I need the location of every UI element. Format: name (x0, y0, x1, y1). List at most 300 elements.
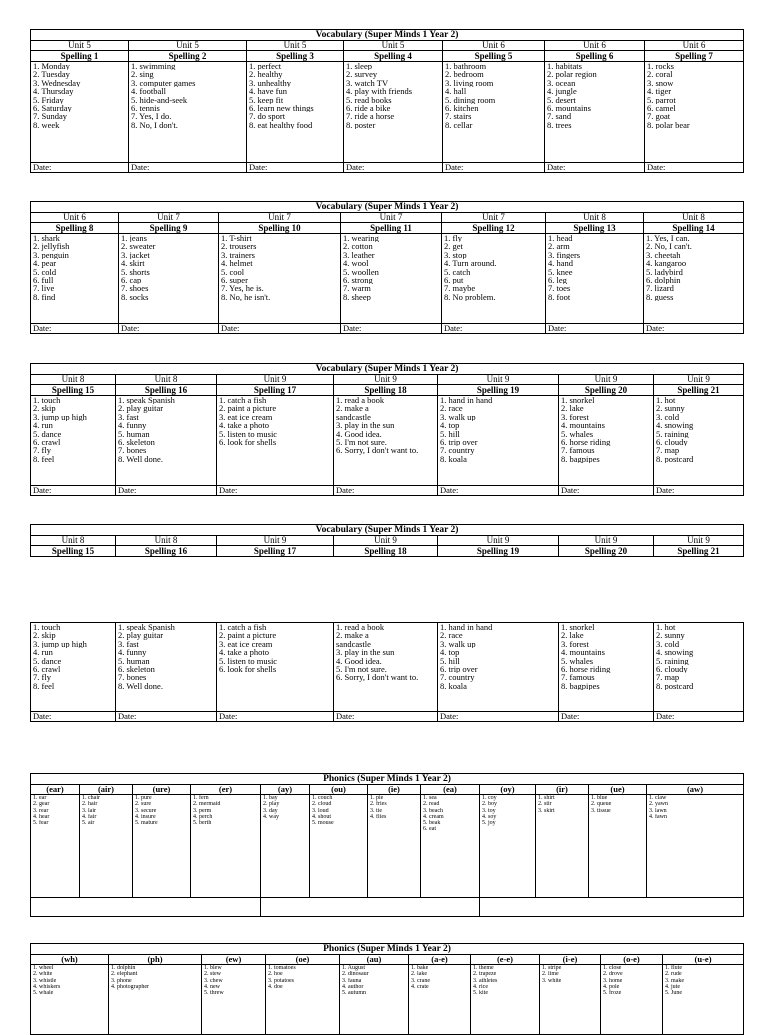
word-item: 5. June (665, 990, 682, 997)
date-field: Date: (438, 712, 559, 722)
word-item: 6. skeleton (118, 438, 155, 447)
word-item: 5. hill (440, 429, 460, 439)
word-item: 7. goat (647, 112, 671, 121)
word-item: 3. ocean (547, 78, 576, 88)
word-item: 5. cold (33, 267, 57, 277)
date-field: Date: (559, 712, 654, 722)
word-list (421, 795, 480, 898)
word-list (368, 795, 421, 898)
word-item: 3. loud (312, 807, 329, 814)
word-item: 2. play guitar (118, 631, 164, 640)
word-item: 7. map (656, 673, 680, 682)
word-item: 2. skip (33, 631, 56, 640)
word-item: 6. Sorry, I don't want to. (336, 446, 419, 455)
word-item: 4. wool (343, 259, 369, 268)
word-item: 5. Friday (33, 95, 64, 105)
word-item: sandcastle (336, 412, 371, 422)
word-list (647, 795, 744, 898)
word-item: 3. play in the sun (336, 648, 395, 657)
word-item: 5. whale (33, 990, 54, 997)
word-item: 3. forest (561, 639, 589, 649)
word-item: 1. close (603, 965, 622, 971)
word-item: 4. funny (118, 648, 147, 657)
word-list (645, 62, 744, 163)
word-item: 2. fries (370, 801, 387, 808)
word-list (31, 62, 129, 163)
word-item: 2. make a (336, 631, 369, 640)
word-item: 7. Sunday (33, 112, 67, 121)
word-item: 4. Good idea. (336, 656, 382, 666)
word-item: 4. pear (33, 259, 57, 268)
word-item: 8. koala (440, 454, 467, 464)
word-item: sandcastle (336, 639, 371, 649)
word-item: 3. secure (135, 807, 157, 814)
table-title: Phonics (Super Minds 1 Year 2) (31, 774, 744, 785)
word-item: 4. author (342, 983, 364, 990)
word-list (589, 795, 647, 898)
word-item: 5. listen to music (219, 429, 278, 439)
sound-label: (e-e) (471, 955, 540, 965)
word-item: 5. woollen (343, 267, 379, 277)
word-item: 4. fair (82, 813, 97, 820)
word-list (340, 965, 409, 1035)
word-item: 7. shoes (121, 284, 149, 293)
word-item: 4. top (440, 421, 460, 430)
word-item: 8. socks (121, 292, 149, 302)
word-item: 4. take a photo (219, 648, 270, 657)
table-title-row (31, 202, 744, 213)
word-item: 4. new (204, 983, 220, 990)
word-item: 1. read a book (336, 396, 385, 405)
word-item: 4. jute (665, 983, 680, 990)
spelling-title: Spelling 18 (334, 385, 438, 396)
word-item: 3. crane (411, 977, 430, 984)
word-item: 3. Wednesday (33, 78, 81, 88)
spelling-title: Spelling 15 (31, 546, 116, 557)
word-list (663, 965, 744, 1035)
blank-row (31, 898, 744, 917)
word-item: 8. week (33, 120, 60, 130)
sound-label: (ure) (133, 785, 191, 795)
phonics-block-1 (30, 773, 743, 917)
unit-label: Unit 6 (645, 41, 744, 51)
word-item: 5. listen to music (219, 656, 278, 666)
word-item: 2. sing (131, 70, 154, 79)
word-item: 8. postcard (656, 681, 694, 691)
word-item: 4. skirt (121, 259, 145, 268)
word-item: 3. jacket (121, 250, 150, 260)
word-item: 7. stairs (445, 112, 472, 121)
word-item: 5. human (118, 656, 150, 666)
word-item: 6. full (33, 276, 54, 285)
spelling-title: Spelling 15 (31, 385, 116, 396)
date-field: Date: (443, 163, 545, 173)
word-item: 4. play with friends (346, 87, 413, 96)
word-item: 3. snow (647, 78, 674, 88)
word-item: 8. foot (548, 292, 571, 302)
word-item: 2. queue (591, 801, 612, 808)
spelling-header-row (31, 51, 744, 62)
word-list (219, 234, 341, 324)
sound-label: (ea) (421, 785, 480, 795)
unit-label: Unit 7 (442, 213, 546, 223)
word-item: 5. read books (346, 95, 392, 105)
word-item: 8. No, I don't. (131, 120, 178, 130)
word-item: 6. horse riding (561, 665, 611, 674)
word-item: 2. trapeze (473, 971, 497, 978)
word-list (31, 965, 109, 1035)
date-field: Date: (644, 324, 744, 334)
word-item: 1. sea (423, 795, 437, 801)
word-item: 3. white (542, 977, 562, 984)
word-item: 8. sheep (343, 292, 371, 302)
sound-label: (ph) (109, 955, 202, 965)
table-title: Vocabulary (Super Minds 1 Year 2) (31, 202, 744, 213)
date-row (31, 712, 744, 722)
word-item: 5. cool (221, 267, 245, 277)
word-list (334, 396, 438, 486)
word-item: 8. find (33, 292, 56, 302)
spelling-table (30, 363, 744, 496)
word-item: 7. fly (33, 446, 51, 455)
word-item: 5. air (82, 820, 95, 827)
date-field: Date: (31, 324, 119, 334)
word-item: 4. snowing (656, 421, 694, 430)
spelling-title: Spelling 20 (559, 546, 654, 557)
word-item: 3. cold (656, 639, 680, 649)
word-item: 4. shout (312, 813, 332, 820)
word-item: 3. skirt (538, 807, 555, 814)
word-item: 6. kitchen (445, 104, 479, 113)
spelling-title: Spelling 1 (31, 51, 129, 62)
word-item: 7. lizard (646, 284, 674, 293)
word-item: 3. living room (445, 78, 494, 88)
word-item: 5. dance (33, 656, 62, 666)
word-item: 4. tiger (647, 87, 672, 96)
word-item: 2. sunny (656, 631, 685, 640)
word-item: 1. catch a fish (219, 396, 267, 405)
word-item: 3. lawn (649, 807, 667, 814)
word-item: 2. Tuesday (33, 70, 70, 79)
date-field: Date: (344, 163, 443, 173)
spelling-title: Spelling 19 (438, 385, 559, 396)
word-list (31, 623, 116, 712)
word-item: 6. crawl (33, 438, 61, 447)
word-item: 3. fast (118, 639, 139, 649)
sound-label: (oy) (480, 785, 536, 795)
unit-label: Unit 8 (31, 375, 116, 385)
word-list (129, 62, 247, 163)
word-item: 4. pole (603, 983, 620, 990)
sound-label: (aw) (647, 785, 744, 795)
spelling-title: Spelling 16 (116, 546, 217, 557)
word-item: 1. stripe (542, 965, 562, 971)
spelling-title: Spelling 7 (645, 51, 744, 62)
spelling-title: Spelling 8 (31, 223, 119, 234)
date-field: Date: (654, 486, 744, 496)
word-item: 7. country (440, 446, 475, 455)
word-list (341, 234, 442, 324)
word-item: 6. put (444, 276, 464, 285)
unit-label: Unit 5 (129, 41, 247, 51)
word-item: 7. sand (547, 112, 572, 121)
table-title-row (31, 364, 744, 375)
word-item: 1. fern (193, 795, 209, 801)
date-field: Date: (559, 486, 654, 496)
spelling-table (30, 29, 744, 173)
word-list (654, 623, 744, 712)
spelling-title: Spelling 5 (443, 51, 545, 62)
unit-label: Unit 9 (654, 375, 744, 385)
word-item: 2. paint a picture (219, 404, 277, 413)
spelling-block-3 (30, 363, 743, 496)
word-item: 4. rice (473, 983, 488, 990)
sound-label: (ie) (368, 785, 421, 795)
word-item: 1. catch a fish (219, 623, 267, 632)
word-item: 4. Turn around. (444, 259, 497, 268)
word-item: 8. poster (346, 120, 376, 130)
word-item: 7. do sport (249, 112, 286, 121)
word-item: 4. perch (193, 813, 213, 820)
word-item: 7. maybe (444, 284, 476, 293)
word-item: 1. wheel (33, 965, 54, 971)
word-item: 2. stew (204, 971, 221, 978)
word-item: 1. ear (33, 795, 47, 801)
word-list (109, 965, 202, 1035)
word-item: 7. famous (561, 446, 595, 455)
sound-label: (oe) (266, 955, 340, 965)
word-list (119, 234, 219, 324)
word-item: 3. jump up high (33, 412, 87, 422)
date-field: Date: (217, 712, 334, 722)
date-field: Date: (31, 486, 116, 496)
word-list (601, 965, 663, 1035)
word-item: 6. horse riding (561, 438, 611, 447)
word-item: 8. No, he isn't. (221, 292, 271, 302)
word-item: 6. trip over (440, 438, 478, 447)
word-item: 6. dolphin (646, 276, 681, 285)
word-item: 5. parrot (647, 95, 676, 105)
word-item: 3. athletes (473, 977, 498, 984)
word-list-row (31, 62, 744, 163)
word-list (471, 965, 540, 1035)
word-item: 1. bake (411, 965, 429, 971)
word-item: 5. beak (423, 820, 441, 827)
date-field: Date: (546, 324, 644, 334)
word-list (545, 62, 645, 163)
word-item: 8. guess (646, 292, 674, 302)
sound-label: (u-e) (663, 955, 744, 965)
word-item: 1. Yes, I can. (646, 234, 690, 243)
spelling-block-2 (30, 201, 743, 334)
word-item: 1. coy (482, 795, 497, 801)
word-item: 1. blue (591, 795, 608, 801)
word-item: 5. mouse (312, 820, 334, 827)
word-item: 7. toes (548, 284, 571, 293)
word-item: 3. eat ice cream (219, 639, 273, 649)
word-list (217, 396, 334, 486)
word-item: 2. play (263, 801, 280, 808)
word-item: 1. rocks (647, 62, 674, 71)
word-item: 2. hoe (268, 971, 283, 978)
word-item: 2. gear (33, 801, 50, 808)
word-item: 4. take a photo (219, 421, 270, 430)
word-item: 2. sweater (121, 242, 156, 251)
sound-header-row (31, 955, 744, 965)
word-item: 4. have fun (249, 87, 288, 96)
word-item: 4. hand (548, 259, 574, 268)
unit-row (31, 41, 744, 51)
unit-label: Unit 9 (438, 536, 559, 546)
word-item: 3. trainers (221, 250, 255, 260)
word-item: 1. snorkel (561, 623, 595, 632)
word-item: 3. whistle (33, 977, 57, 984)
word-item: 5. whales (561, 656, 594, 666)
word-item: 4. photographer (111, 983, 149, 990)
word-item: 2. get (444, 242, 463, 251)
word-item: 1. T-shirt (221, 234, 252, 243)
word-item: 1. pie (370, 795, 384, 801)
word-item: 2. healthy (249, 70, 283, 79)
sound-label: (wh) (31, 955, 109, 965)
spelling-block-4-words (30, 622, 743, 722)
word-item: 2. trousers (221, 242, 257, 251)
word-item: 8. postcard (656, 454, 694, 464)
spelling-table (30, 524, 744, 557)
word-item: 1. blew (204, 965, 222, 971)
word-item: 7. map (656, 446, 680, 455)
word-item: 1. snorkel (561, 396, 595, 405)
date-field: Date: (219, 324, 341, 334)
word-list (344, 62, 443, 163)
word-item: 1. claw (649, 795, 667, 801)
word-item: 1. speak Spanish (118, 396, 175, 405)
unit-label: Unit 8 (116, 536, 217, 546)
word-item: 6. tennis (131, 104, 160, 113)
word-item: 5. dance (33, 429, 62, 439)
sound-label: (au) (340, 955, 409, 965)
date-field: Date: (442, 324, 546, 334)
word-item: 2. lime (542, 971, 559, 978)
word-item: 3. play in the sun (336, 421, 395, 430)
word-list (261, 795, 310, 898)
word-item: 2. play guitar (118, 404, 164, 413)
word-item: 5. froze (603, 990, 622, 997)
word-list-row (31, 623, 744, 712)
word-item: 4. cream (423, 813, 444, 820)
spelling-block-4-header (30, 524, 743, 557)
spelling-title: Spelling 19 (438, 546, 559, 557)
word-item: 1. tomatoes (268, 965, 296, 971)
unit-label: Unit 6 (545, 41, 645, 51)
date-field: Date: (247, 163, 344, 173)
date-field: Date: (129, 163, 247, 173)
word-list (546, 234, 644, 324)
word-item: 2. jellyfish (33, 242, 70, 251)
word-item: 3. fast (118, 412, 139, 422)
word-item: 3. potatoes (268, 977, 294, 984)
word-list (116, 396, 217, 486)
sound-label: (ay) (261, 785, 310, 795)
word-item: 3. fingers (548, 250, 581, 260)
date-field: Date: (116, 712, 217, 722)
word-item: 5. human (118, 429, 150, 439)
word-item: 3. walk up (440, 639, 476, 649)
spelling-header-row (31, 385, 744, 396)
word-item: 4. doe (268, 983, 283, 990)
unit-label: Unit 8 (644, 213, 744, 223)
sound-label: (ir) (536, 785, 589, 795)
spelling-title: Spelling 20 (559, 385, 654, 396)
word-item: 5. hide-and-seek (131, 95, 188, 105)
blank-cell (480, 898, 744, 917)
sound-header-row (31, 785, 744, 795)
blank-cell (31, 898, 261, 917)
spelling-title: Spelling 14 (644, 223, 744, 234)
word-item: 2. arm (548, 242, 570, 251)
word-item: 1. dolphin (111, 965, 136, 971)
word-item: 1. sleep (346, 62, 372, 71)
word-item: 3. stop (444, 250, 467, 260)
word-item: 6. mountains (547, 104, 591, 113)
word-item: 1. bathroom (445, 62, 487, 71)
word-item: 4. soy (482, 813, 497, 820)
word-list (536, 795, 589, 898)
sound-label: (air) (80, 785, 133, 795)
word-list-row (31, 234, 744, 324)
sound-label: (i-e) (540, 955, 601, 965)
unit-label: Unit 9 (334, 536, 438, 546)
word-item: 2. polar region (547, 70, 597, 79)
word-item: 1. hand in hand (440, 396, 493, 405)
spelling-title: Spelling 9 (119, 223, 219, 234)
word-item: 4. mountains (561, 421, 605, 430)
word-item: 2. rude (665, 971, 682, 978)
unit-label: Unit 9 (217, 536, 334, 546)
word-item: 1. perfect (249, 62, 282, 71)
word-item: 7. bones (118, 446, 147, 455)
word-item: 3. penguin (33, 250, 69, 260)
word-item: 6. leg (548, 276, 567, 285)
word-item: 5. shorts (121, 267, 150, 277)
word-item: 5. desert (547, 95, 576, 105)
unit-label: Unit 9 (559, 375, 654, 385)
word-list-row (31, 965, 744, 1035)
unit-label: Unit 8 (31, 536, 116, 546)
word-list (266, 965, 340, 1035)
word-item: 2. lake (561, 631, 584, 640)
word-item: 8. feel (33, 454, 55, 464)
word-item: 3. forest (561, 412, 589, 422)
word-item: 6. skeleton (118, 665, 155, 674)
word-item: 2. cotton (343, 242, 373, 251)
word-item: 6. crawl (33, 665, 61, 674)
word-item: 3. watch TV (346, 78, 389, 88)
word-item: 4. fawn (649, 813, 667, 820)
unit-row (31, 375, 744, 385)
word-list (438, 623, 559, 712)
word-item: 1. flute (665, 965, 682, 971)
word-list-row (31, 795, 744, 898)
word-item: 2. cloud (312, 801, 332, 808)
word-item: 6. camel (647, 104, 676, 113)
word-item: 1. speak Spanish (118, 623, 175, 632)
word-item: 5. joy (482, 820, 496, 827)
word-item: 1. theme (473, 965, 494, 971)
word-item: 1. Monday (33, 62, 70, 71)
word-item: 3. rear (33, 807, 49, 814)
word-item: 5. raining (656, 429, 689, 439)
